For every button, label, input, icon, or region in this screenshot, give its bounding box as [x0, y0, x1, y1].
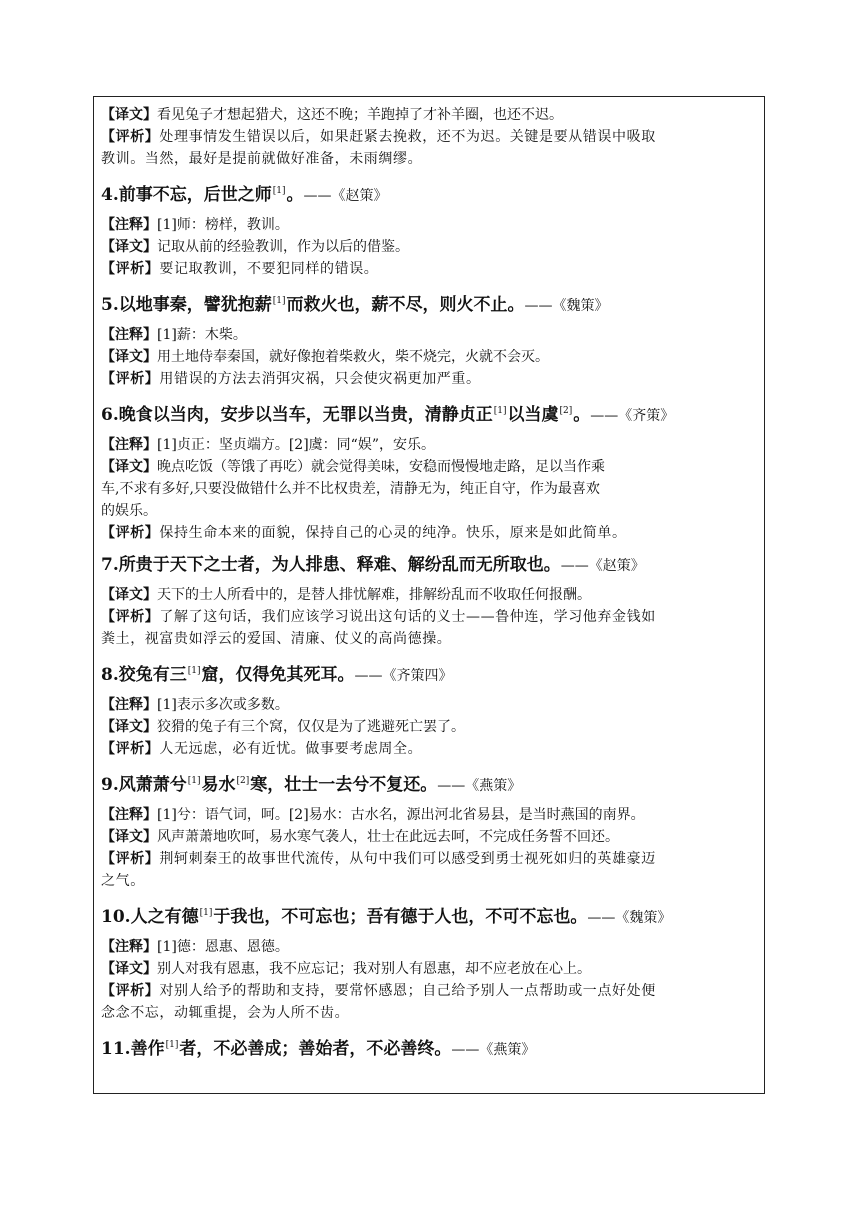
analysis-line	[101, 606, 761, 628]
analysis-text: 粪土，视富贵如浮云的爱国、清廉、仗义的高尚德操。	[101, 631, 452, 647]
quote-text: 寒，壮士一去兮不复还。	[250, 775, 438, 795]
analysis-text: 用错误的方法去消弭灾祸，只会使灾祸更加严重。	[159, 371, 481, 387]
label-analysis: 【评析】	[101, 851, 160, 867]
analysis-line-cont	[101, 628, 761, 650]
footnote-marker: [1]	[165, 1040, 179, 1050]
quote-source: ——《齐策》	[590, 408, 675, 424]
note-line	[101, 324, 761, 346]
note-text: [1]德：恩惠、恩德。	[157, 939, 289, 955]
quote-source: ——《齐策四》	[354, 668, 453, 684]
label-translation: 【译文】	[101, 587, 157, 603]
translation-line	[101, 958, 761, 980]
quote-text: 以当虞	[507, 405, 559, 425]
quote-text: 10.人之有德	[101, 907, 199, 927]
footnote-marker: [1]	[272, 296, 286, 306]
quote-text: 4.前事不忘，后世之师	[101, 185, 272, 205]
quote-text: 于我也，不可忘也；吾有德于人也，不可不忘也。	[213, 907, 588, 927]
quote-heading-6	[101, 399, 761, 428]
quote-text: 11.善作	[101, 1039, 165, 1059]
translation-line-cont	[101, 478, 761, 500]
translation-text: 别人对我有恩惠，我不应忘记；我对别人有恩惠，却不应老放在心上。	[157, 961, 591, 977]
footnote-marker: [1]	[272, 186, 286, 196]
quote-text: 。	[573, 405, 591, 425]
quote-text: 窟，仅得免其死耳。	[201, 665, 355, 685]
quote-source: ——《赵策》	[560, 558, 645, 574]
quote-text: 者，不必善成；善始者，不必善终。	[179, 1039, 452, 1059]
note-text: [1]兮：语气词，呵。[2]易水：古水名，源出河北省易县，是当时燕国的南界。	[157, 807, 645, 823]
quote-source: ——《魏策》	[524, 298, 609, 314]
analysis-line-cont	[101, 148, 761, 170]
footnote-marker: [1]	[199, 908, 213, 918]
label-analysis: 【评析】	[101, 129, 160, 145]
quote-heading-8	[101, 659, 761, 688]
footnote-marker: [2]	[559, 406, 573, 416]
quote-source: ——《赵策》	[303, 188, 388, 204]
label-note: 【注释】	[101, 807, 157, 823]
analysis-line-cont	[101, 1002, 761, 1024]
label-note: 【注释】	[101, 697, 157, 713]
label-analysis: 【评析】	[101, 371, 160, 387]
translation-line	[101, 826, 761, 848]
document-content	[101, 104, 761, 1068]
translation-text: 记取从前的经验教训，作为以后的借鉴。	[157, 239, 409, 255]
label-note: 【注释】	[101, 437, 157, 453]
translation-text: 车,不求有多好,只要没做错什么并不比权贵差，清静无为，纯正自守，作为最喜欢	[101, 481, 600, 497]
quote-text: 8.狡兔有三	[101, 665, 187, 685]
label-analysis: 【评析】	[101, 525, 160, 541]
translation-line	[101, 456, 761, 478]
label-analysis: 【评析】	[101, 261, 160, 277]
translation-line	[101, 104, 761, 126]
analysis-line-cont	[101, 870, 761, 892]
label-note: 【注释】	[101, 217, 157, 233]
label-note: 【注释】	[101, 939, 157, 955]
quote-heading-10	[101, 901, 761, 930]
quote-heading-7	[101, 553, 761, 578]
analysis-line	[101, 980, 761, 1002]
translation-text: 的娱乐。	[101, 503, 157, 519]
quote-heading-9	[101, 769, 761, 798]
label-analysis: 【评析】	[101, 741, 160, 757]
label-translation: 【译文】	[101, 459, 157, 475]
translation-text: 狡猾的兔子有三个窝，仅仅是为了逃避死亡罢了。	[157, 719, 465, 735]
note-text: [1]薪：木柴。	[157, 327, 247, 343]
label-translation: 【译文】	[101, 829, 157, 845]
label-translation: 【译文】	[101, 239, 157, 255]
quote-text: 而救火也，薪不尽，则火不止。	[286, 295, 525, 315]
analysis-text: 要记取教训，不要犯同样的错误。	[159, 261, 379, 277]
analysis-line	[101, 368, 761, 390]
label-translation: 【译文】	[101, 349, 157, 365]
analysis-text: 荆轲刺秦王的故事世代流传，从句中我们可以感受到勇士视死如归的英雄豪迈	[159, 851, 656, 867]
note-line	[101, 804, 761, 826]
translation-line	[101, 716, 761, 738]
label-analysis: 【评析】	[101, 609, 160, 625]
translation-line	[101, 584, 761, 606]
note-line	[101, 694, 761, 716]
quote-source: ——《燕策》	[437, 778, 522, 794]
quote-heading-4	[101, 179, 761, 208]
label-analysis: 【评析】	[101, 983, 160, 999]
translation-text: 看见兔子才想起猎犬，这还不晚；羊跑掉了才补羊圈，也还不迟。	[157, 107, 563, 123]
footnote-marker: [2]	[236, 776, 250, 786]
analysis-text: 保持生命本来的面貌，保持自己的心灵的纯净。快乐，原来是如此简单。	[159, 525, 627, 541]
quote-text: 5.以地事秦，譬犹抱薪	[101, 295, 272, 315]
note-text: [1]表示多次或多数。	[157, 697, 289, 713]
analysis-line	[101, 848, 761, 870]
analysis-text: 教训。当然，最好是提前就做好准备，未雨绸缪。	[101, 151, 423, 167]
analysis-line	[101, 258, 761, 280]
translation-text: 天下的士人所看中的，是替人排忧解难，排解纷乱而不收取任何报酬。	[157, 587, 591, 603]
translation-line	[101, 346, 761, 368]
analysis-line	[101, 738, 761, 760]
analysis-text: 人无远虑，必有近忧。做事要考虑周全。	[159, 741, 423, 757]
note-line	[101, 936, 761, 958]
analysis-text: 念念不忘，动辄重提，会为人所不齿。	[101, 1005, 350, 1021]
analysis-text: 对别人给予的帮助和支持，要常怀感恩；自己给予别人一点帮助或一点好处便	[159, 983, 656, 999]
note-line	[101, 214, 761, 236]
translation-line	[101, 236, 761, 258]
quote-source: ——《魏策》	[587, 910, 672, 926]
label-translation: 【译文】	[101, 719, 157, 735]
analysis-line	[101, 522, 761, 544]
translation-text: 晚点吃饭（等饿了再吃）就会觉得美味，安稳而慢慢地走路，足以当作乘	[157, 459, 605, 475]
note-text: [1]师：榜样，教训。	[157, 217, 289, 233]
footnote-marker: [1]	[187, 776, 201, 786]
label-translation: 【译文】	[101, 107, 157, 123]
translation-line-cont	[101, 500, 761, 522]
quote-text: 6.晚食以当肉，安步以当车，无罪以当贵，清静贞正	[101, 405, 493, 425]
note-line	[101, 434, 761, 456]
quote-heading-5	[101, 289, 761, 318]
analysis-line	[101, 126, 761, 148]
quote-text: 。	[286, 185, 304, 205]
analysis-text: 了解了这句话，我们应该学习说出这句话的义士——鲁仲连，学习他弃金钱如	[159, 609, 656, 625]
translation-text: 风声萧萧地吹呵，易水寒气袭人，壮士在此远去呵，不完成任务誓不回还。	[157, 829, 619, 845]
footnote-marker: [1]	[187, 666, 201, 676]
quote-text: 易水	[201, 775, 236, 795]
analysis-text: 之气。	[101, 873, 145, 889]
analysis-text: 处理事情发生错误以后，如果赶紧去挽救，还不为迟。关键是要从错误中吸取	[159, 129, 656, 145]
translation-text: 用土地侍奉秦国，就好像抱着柴救火，柴不烧完，火就不会灭。	[157, 349, 549, 365]
footnote-marker: [1]	[493, 406, 507, 416]
quote-heading-11	[101, 1033, 761, 1062]
quote-text: 7.所贵于天下之士者，为人排患、释难、解纷乱而无所取也。	[101, 555, 561, 575]
note-text: [1]贞正：坚贞端方。[2]虞：同“娱”，安乐。	[157, 437, 435, 453]
quote-text: 9.风萧萧兮	[101, 775, 187, 795]
label-note: 【注释】	[101, 327, 157, 343]
quote-source: ——《燕策》	[451, 1042, 536, 1058]
label-translation: 【译文】	[101, 961, 157, 977]
